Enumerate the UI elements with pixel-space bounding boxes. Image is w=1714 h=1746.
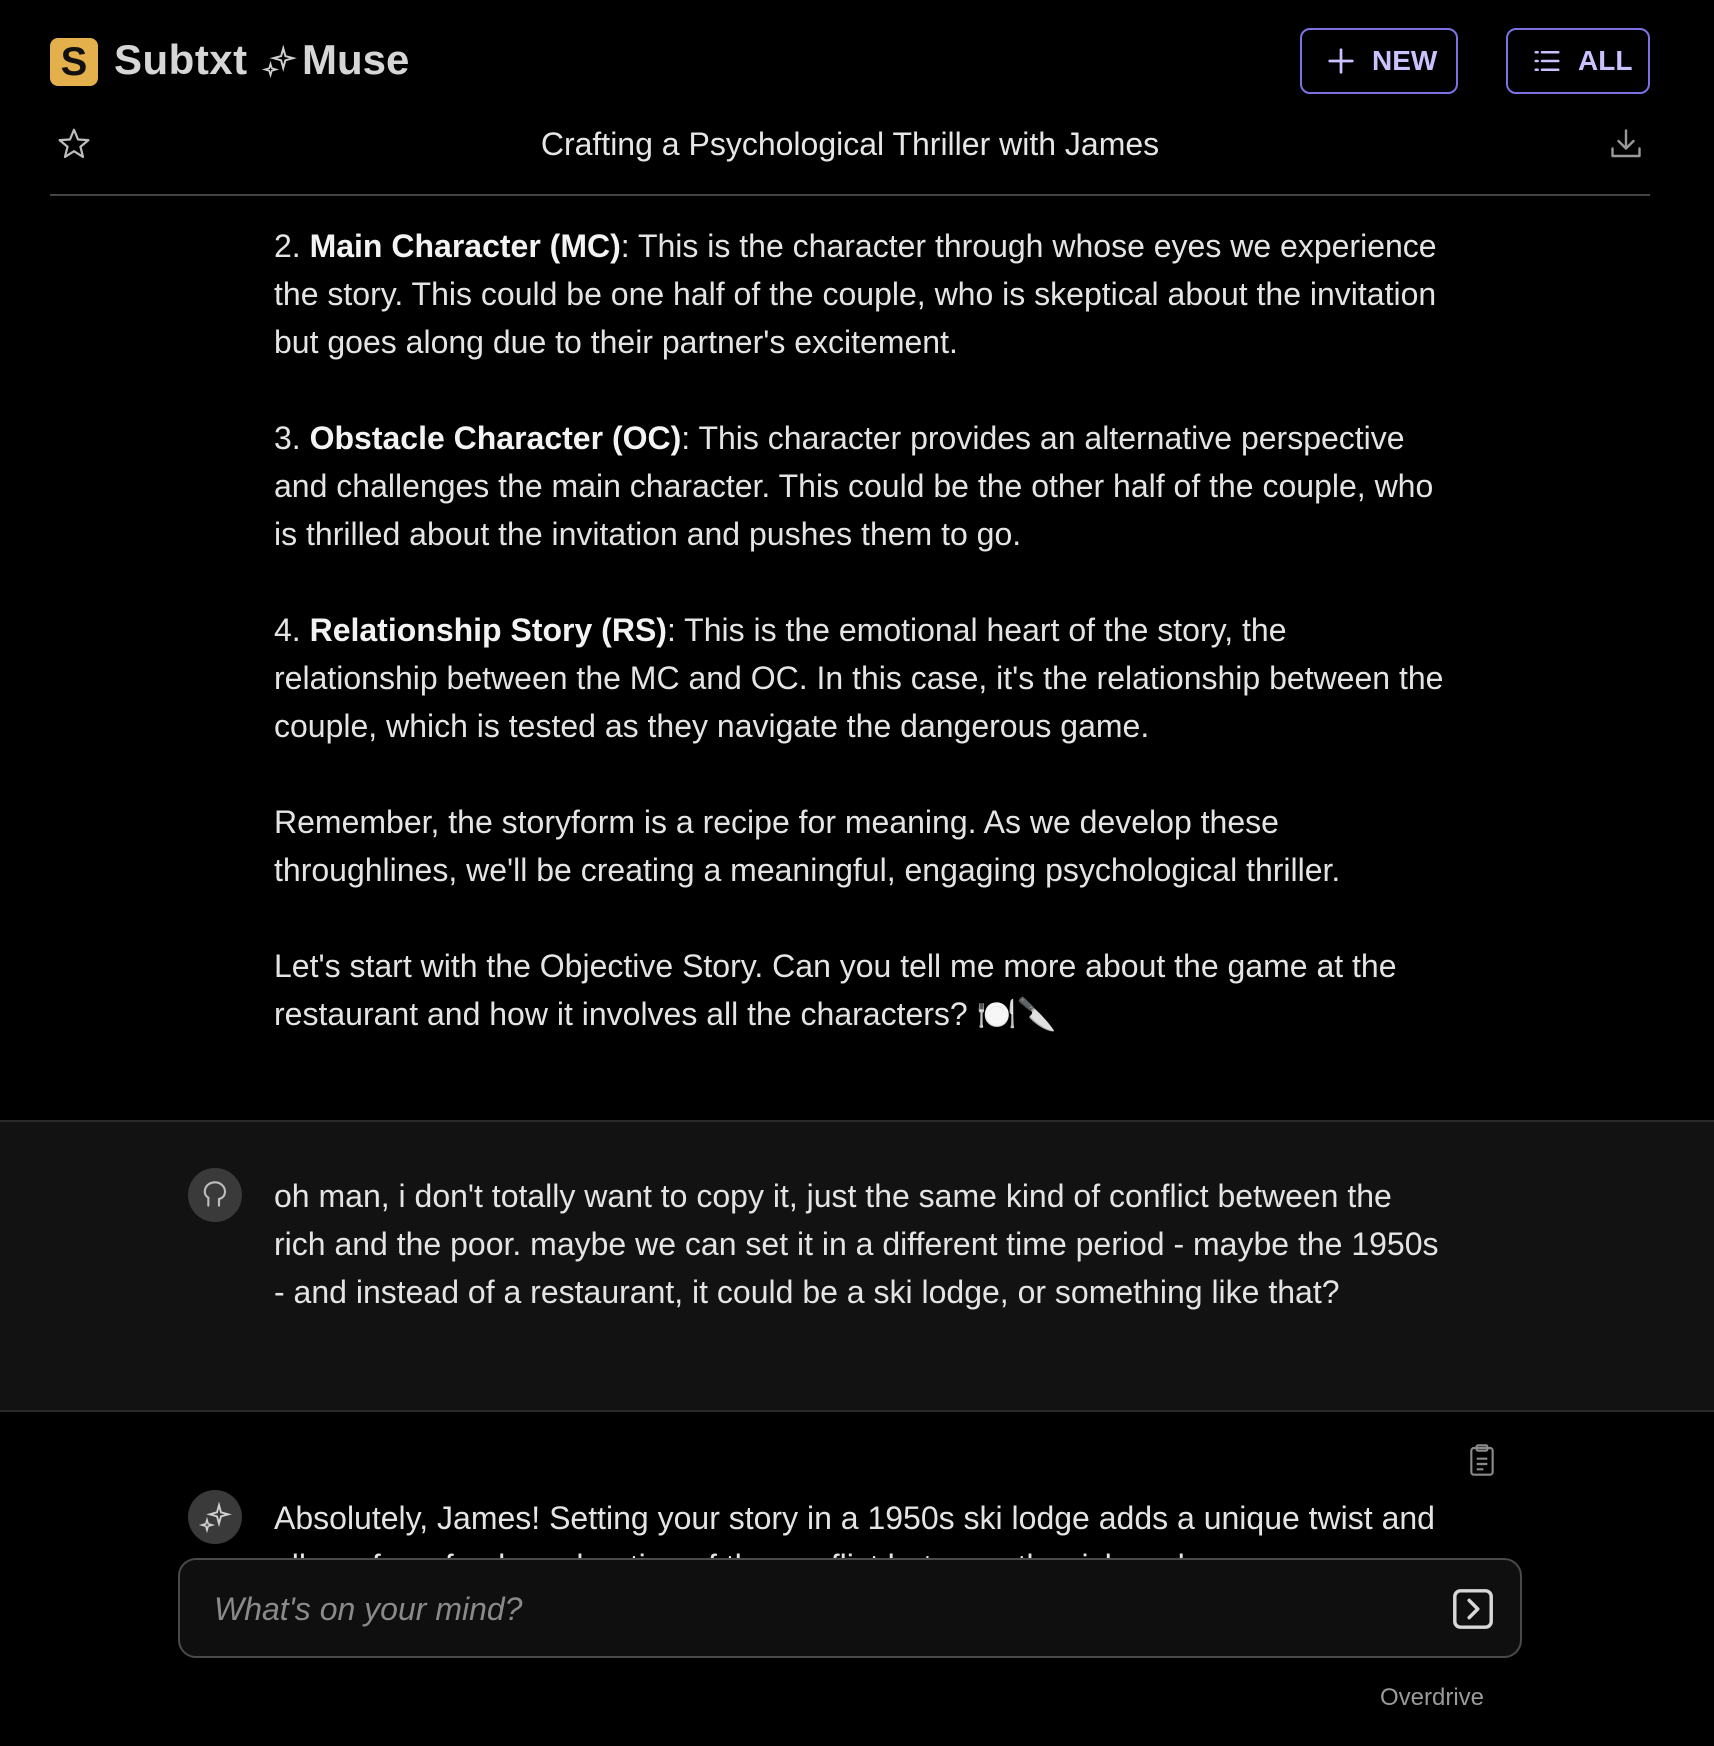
term-description: : This is the character through whose eyes we experience the story. This could be one half of the couple, who is skeptical about the invitation but goes along due to their partner's excitement. [274,228,1437,360]
assistant-reply-text: Absolutely, James! Setting your story in a 1950s ski lodge adds a unique twist and [274,1500,1435,1536]
send-icon[interactable] [1450,1586,1496,1632]
new-button-label: NEW [1372,45,1438,76]
app-logo[interactable]: S [50,38,98,86]
list-icon [1532,46,1562,76]
all-button-label: ALL [1578,45,1633,76]
list-number: 3. [274,420,301,456]
user-avatar [188,1168,242,1222]
paragraph: Let's start with the Objective Story. Can you tell me more about the game at the restaurant and how it involves all the characters? 🍽️🔪 [274,948,1397,1032]
assistant-message [274,222,1444,1086]
download-icon[interactable] [1608,126,1644,162]
term-label: Relationship Story (RS) [309,612,667,648]
brand-name: Subtxt [114,36,248,83]
sparkle-icon [199,1501,231,1533]
term-label: Main Character (MC) [309,228,621,264]
product-name: Muse [302,36,410,83]
user-message-text: oh man, i don't totally want to copy it, just the same kind of conflict between the rich and the poor. maybe we can set it in a different time period - maybe the 1950s - and instead of a restaurant, it could be a ski lodge, or something like that? [274,1178,1439,1310]
conversation-title: Crafting a Psychological Thriller with James [540,126,1160,162]
paragraph: Remember, the storyform is a recipe for meaning. As we develop these throughlines, we'll be creating a meaningful, engaging psychological thriller. [274,804,1341,888]
list-item [274,414,1444,558]
assistant-avatar [188,1490,242,1544]
message-composer [178,1558,1522,1658]
sparkle-icon [262,44,296,78]
user-message [0,1120,1714,1412]
message-input[interactable] [212,1560,1396,1658]
app-header [0,0,1714,124]
term-description: : This is the emotional heart of the story, the relationship between the MC and OC. In this case, it's the relationship between the couple, which is tested as they navigate the dangerous game. [274,612,1444,744]
list-number: 2. [274,228,301,264]
term-label: Obstacle Character (OC) [309,420,682,456]
conversation-title-bar [50,124,1650,196]
list-item [274,222,1444,366]
all-conversations-button[interactable] [1506,28,1650,94]
overdrive-toggle[interactable]: Overdrive [1380,1684,1485,1711]
new-conversation-button[interactable] [1300,28,1458,94]
list-number: 4. [274,612,301,648]
clipboard-icon[interactable] [1466,1442,1498,1478]
term-description: : This character provides an alternative perspective and challenges the main character. This could be the other half of the couple, who is thrilled about the invitation and pushes them to go. [274,420,1434,552]
plus-icon [1326,46,1356,76]
list-item [274,606,1444,750]
user-head-icon [199,1179,231,1211]
assistant-reply [0,1412,1714,1562]
